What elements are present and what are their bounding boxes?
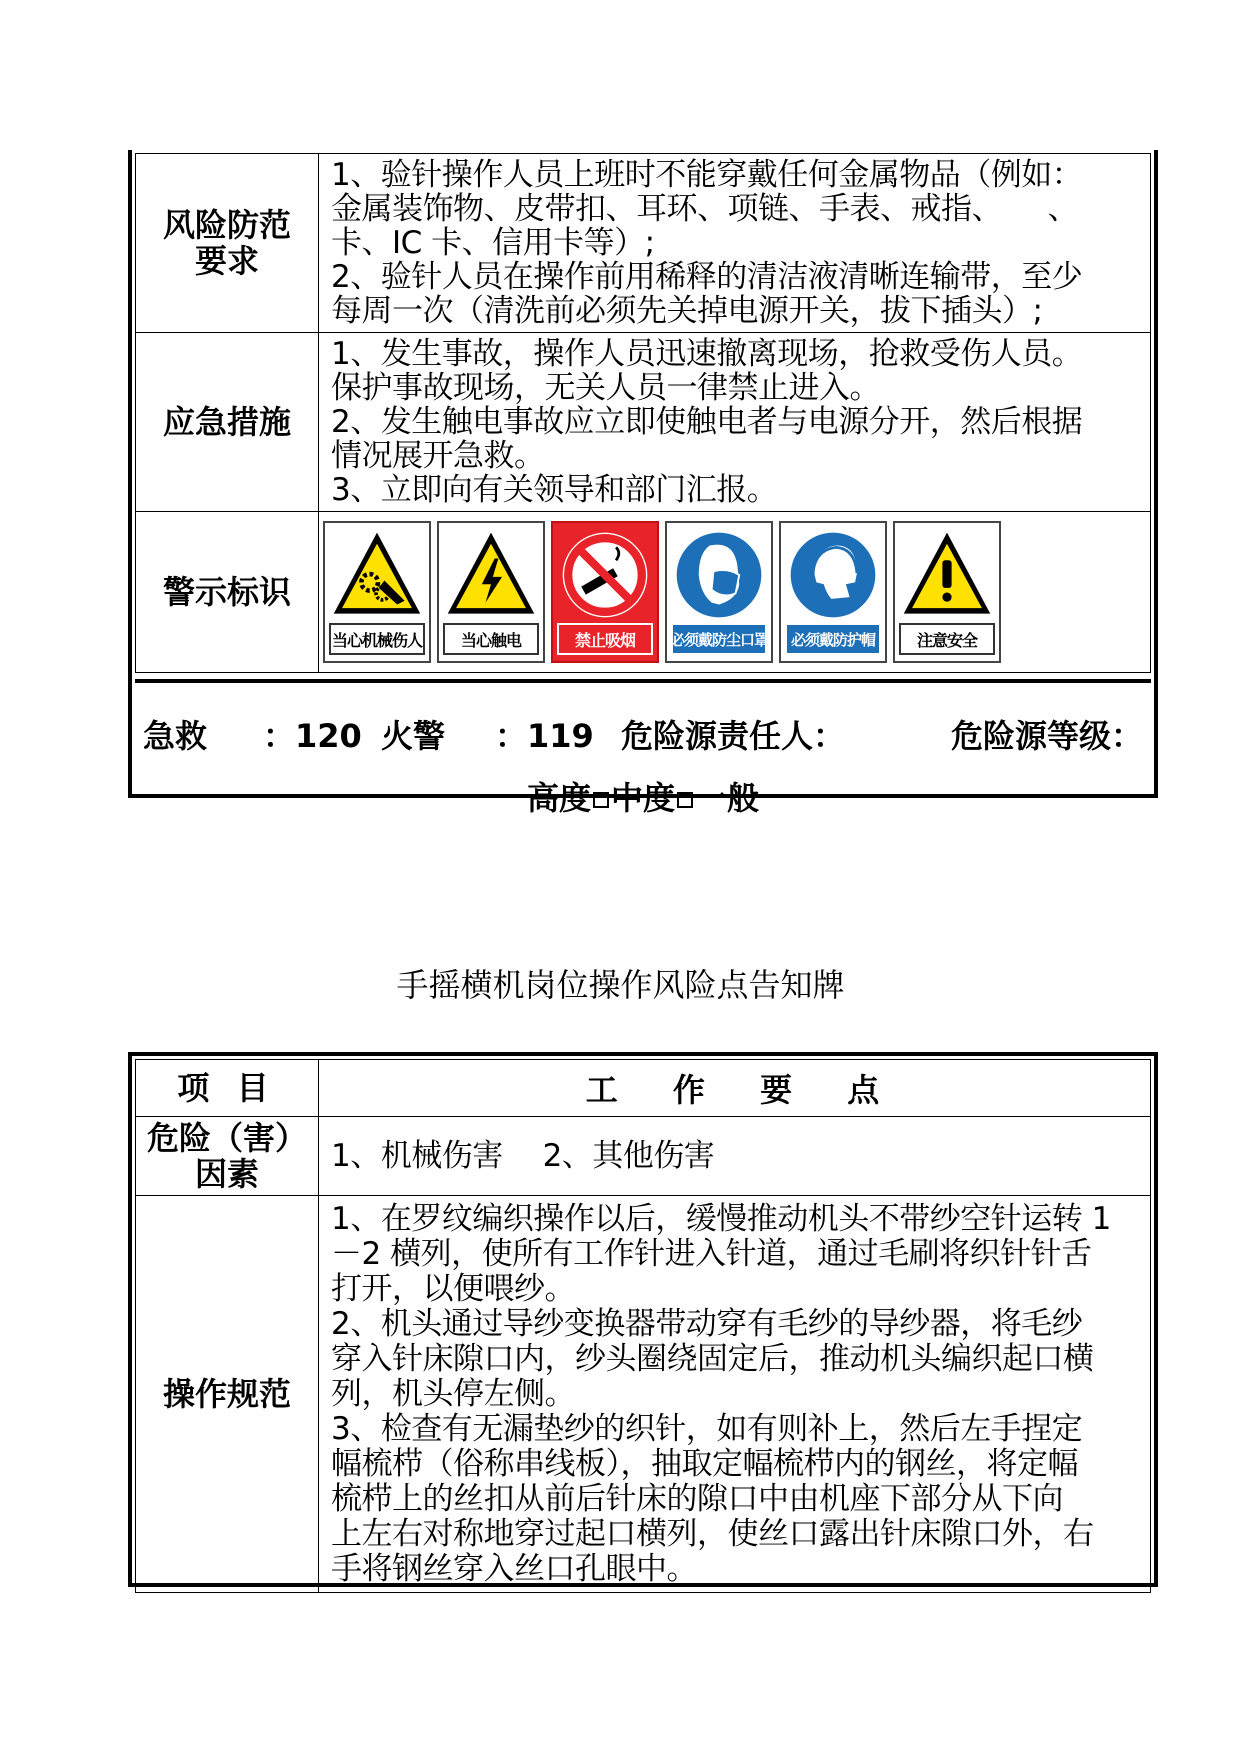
fire-label: 火警 <box>381 717 446 755</box>
emergency-label: 应急措施 <box>136 333 319 512</box>
helmet-icon <box>787 529 879 621</box>
header-item: 项 目 <box>136 1060 319 1117</box>
dust-mask-icon <box>673 529 765 621</box>
risk-prevention-text: 1、验针操作人员上班时不能穿戴任何金属物品（例如： 金属装饰物、皮带扣、耳环、项链、手表、戒指、 、 卡、IC 卡、信用卡等）; 2、验针人员在操作前用稀释的清洁液清晰连输带，至少 每周一次（清洗前必须先关掉电源开关，拔下插头）; <box>319 154 1151 333</box>
exclamation-warning-icon <box>901 529 993 621</box>
checkbox-medium[interactable] <box>677 792 693 808</box>
sign-electric-shock: 当心触电 <box>437 521 545 663</box>
sign-caution-safety: 注意安全 <box>893 521 1001 663</box>
checkbox-high[interactable] <box>593 792 609 808</box>
hazard-factor-label: 危险（害） 因素 <box>136 1117 319 1196</box>
risk-table <box>128 150 1158 817</box>
header-work-points: 工 作 要 点 <box>319 1060 1151 1117</box>
hazard-level-options: 高度 中度 一般 <box>526 779 760 817</box>
sign-no-smoking: 禁止吸烟 <box>551 521 659 663</box>
risk-prevention-label: 风险防范要求 <box>136 154 319 333</box>
emergency-text: 1、发生事故，操作人员迅速撤离现场，抢救受伤人员。 保护事故现场，无关人员一律禁止进入。 2、发生触电事故应立即使触电者与电源分开，然后根据 情况展开急救。 3、立即向有关领导和部门汇报。 <box>319 333 1151 512</box>
contact-footer <box>135 679 1151 825</box>
page-title: 手摇横机岗位操作风险点告知牌 <box>396 966 845 1004</box>
hazard-owner-label: 危险源责任人： <box>621 717 846 755</box>
operation-table <box>128 1052 1158 1587</box>
fire-number: ：119 <box>495 717 594 755</box>
hazard-level-label: 危险源等级： <box>950 717 1143 755</box>
sign-dust-mask: 必须戴防尘口罩 <box>665 521 773 663</box>
first-aid-label: 急救 <box>143 717 208 755</box>
first-aid-number: ：120 <box>263 717 362 755</box>
lightning-warning-icon <box>445 529 537 621</box>
operation-spec-label: 操作规范 <box>136 1196 319 1593</box>
sign-mechanical-injury: 当心机械伤人 <box>323 521 431 663</box>
hazard-factor-text: 1、机械伤害 2、其他伤害 <box>319 1117 1151 1196</box>
warning-signs-cell <box>319 512 1151 673</box>
gear-hand-warning-icon <box>331 529 423 621</box>
operation-spec-text: 1、在罗纹编织操作以后，缓慢推动机头不带纱空针运转 1 －2 横列，使所有工作针进入针道，通过毛刷将织针针舌 打开，以便喂纱。 2、机头通过导纱变换器带动穿有毛纱的导纱器，将毛纱 穿入针床隙口内，纱头圈绕固定后，推动机头编织起口横 列，机头停左侧。 3、检查有无漏垫纱的织针，如有则补上，然后左手捏定 幅梳栉（俗称串线板），抽取定幅梳栉内的钢丝，将定幅 梳栉上的丝扣从前后针床的隙口中由机座下部分从下向 上左右对称地穿过起口横列，使丝口露出针床隙口外，右 手将钢丝穿入丝口孔眼中。 <box>319 1196 1151 1593</box>
sign-protective-helmet: 必须戴防护帽 <box>779 521 887 663</box>
warning-signs-label: 警示标识 <box>136 512 319 673</box>
no-smoking-icon <box>559 529 651 621</box>
